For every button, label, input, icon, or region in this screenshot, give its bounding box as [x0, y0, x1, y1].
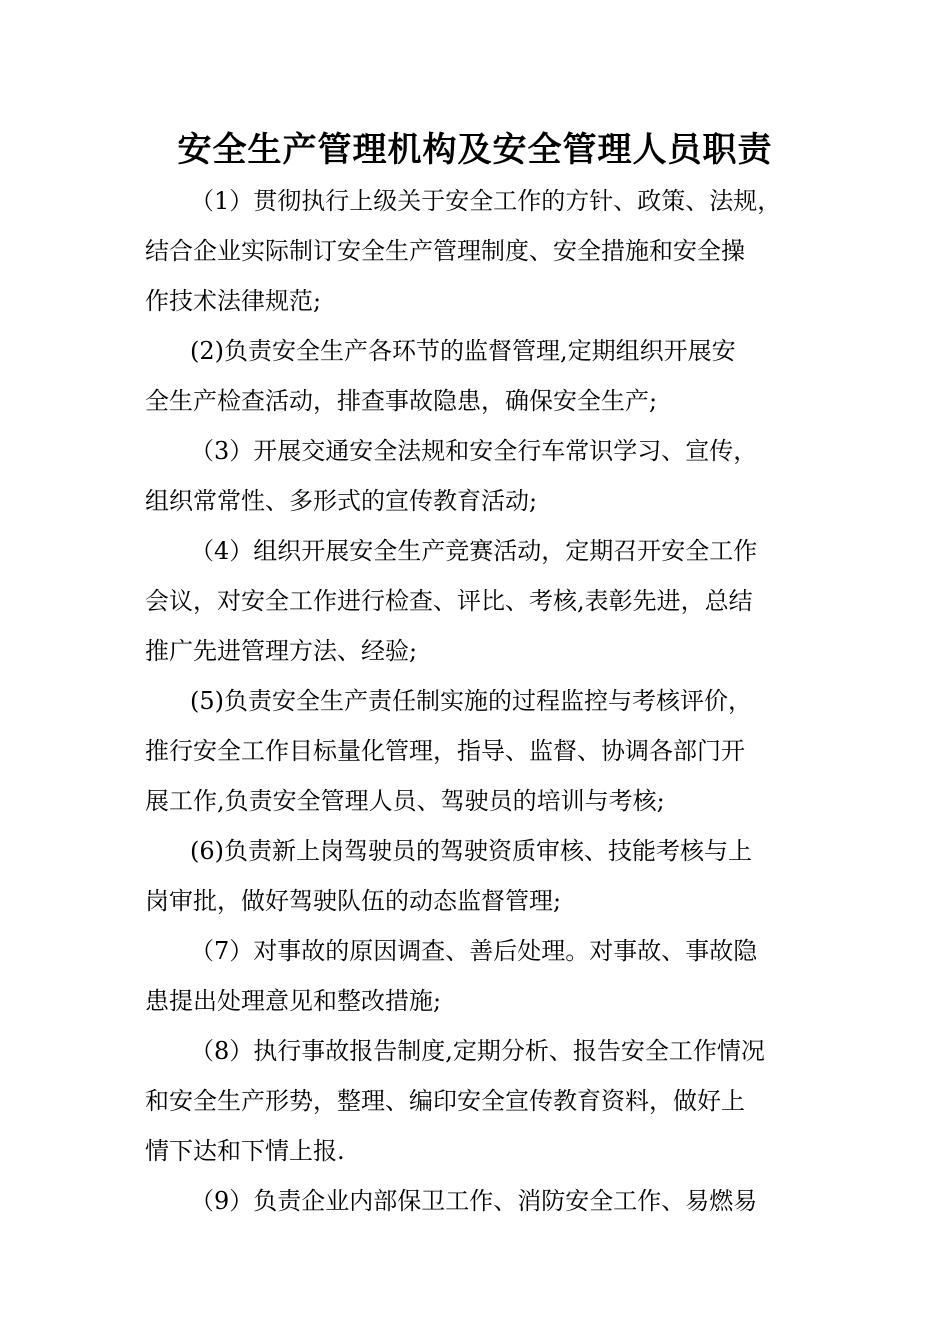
paragraph-line: （4）组织开展安全生产竞赛活动，定期召开安全工作: [190, 537, 758, 565]
paragraph-line: 展工作,负责安全管理人员、驾驶员的培训与考核;: [145, 787, 665, 815]
paragraph-line: （3）开展交通安全法规和安全行车常识学习、宣传，: [190, 437, 758, 465]
paragraph-line: 岗审批，做好驾驶队伍的动态监督管理;: [145, 887, 562, 915]
paragraph-6: [145, 826, 810, 926]
paragraph-8: [145, 1026, 810, 1176]
paragraph-line: （9）负责企业内部保卫工作、消防安全工作、易燃易: [190, 1187, 758, 1215]
paragraph-line: 情下达和下情上报.: [145, 1137, 345, 1165]
paragraph-line: 推行安全工作目标量化管理，指导、监督、协调各部门开: [145, 737, 745, 765]
paragraph-line: 作技术法律规范;: [145, 287, 322, 315]
paragraph-line: 会议，对安全工作进行检查、评比、考核,表彰先进，总结: [145, 587, 753, 615]
paragraph-line: （7）对事故的原因调查、善后处理。对事故、事故隐: [190, 937, 758, 965]
paragraph-3: [145, 426, 810, 526]
paragraph-line: （8）执行事故报告制度,定期分析、报告安全工作情况: [190, 1037, 765, 1065]
paragraph-line: 全生产检查活动，排查事故隐患，确保安全生产;: [145, 387, 658, 415]
paragraph-line: (2)负责安全生产各环节的监督管理,定期组织开展安: [190, 337, 736, 365]
paragraph-4: [145, 526, 810, 676]
paragraph-line: (5)负责安全生产责任制实施的过程监控与考核评价，: [190, 687, 752, 715]
paragraph-9: [145, 1176, 810, 1226]
paragraph-line: 结合企业实际制订安全生产管理制度、安全措施和安全操: [145, 237, 745, 265]
paragraph-1: [145, 176, 810, 326]
paragraph-2: [145, 326, 810, 426]
paragraph-7: [145, 926, 810, 1026]
page-title: 安全生产管理机构及安全管理人员职责: [177, 130, 773, 170]
paragraph-line: 患提出处理意见和整改措施;: [145, 987, 442, 1015]
paragraph-line: 和安全生产形势，整理、编印安全宣传教育资料，做好上: [145, 1087, 745, 1115]
paragraph-line: (6)负责新上岗驾驶员的驾驶资质审核、技能考核与上: [190, 837, 752, 865]
paragraph-line: （1）贯彻执行上级关于安全工作的方针、政策、法规，: [190, 187, 782, 215]
paragraph-line: 组织常常性、多形式的宣传教育活动;: [145, 487, 538, 515]
paragraph-5: [145, 676, 810, 826]
paragraph-line: 推广先进管理方法、经验;: [145, 637, 418, 665]
document-body: [145, 176, 810, 1226]
